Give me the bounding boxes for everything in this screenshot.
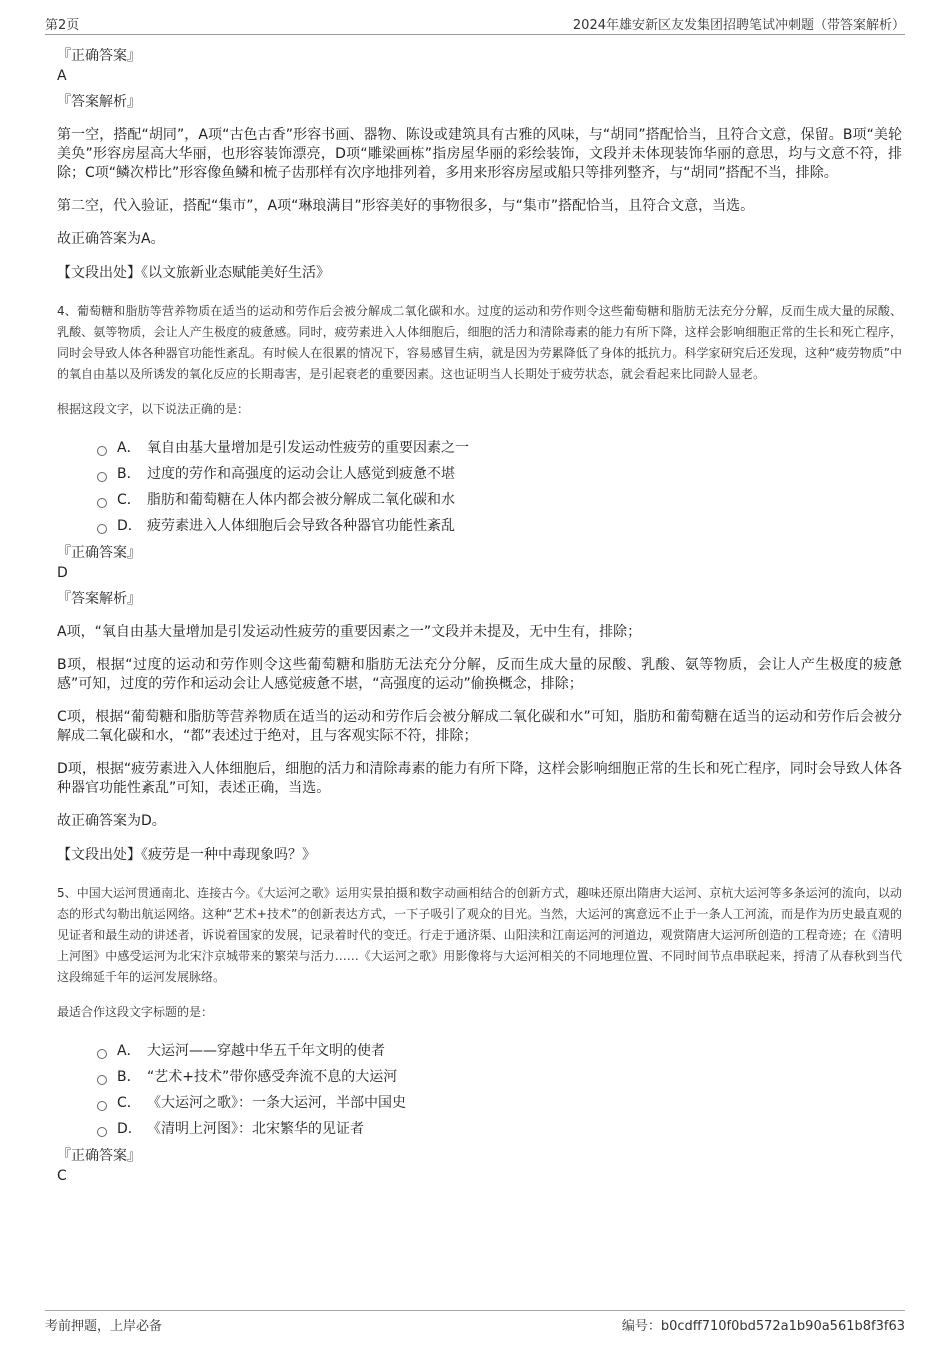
radio-icon[interactable] [97, 472, 107, 482]
radio-icon[interactable] [97, 498, 107, 508]
q4-option-a[interactable] [97, 435, 902, 461]
q4-analysis-2: B项，根据“过度的运动和劳作则令这些葡萄糖和脂肪无法充分分解，反而生成大量的尿酸、乳酸、氨等物质，会让人产生极度的疲惫感”可知，过度的劳作和运动会让人感觉疲惫不堪，“高强度的运动”偷换概念，排除； [57, 657, 902, 692]
option-text: 《大运河之歌》：一条大运河，半部中国史 [147, 1095, 406, 1111]
document-body [57, 44, 902, 1192]
footer-slogan: 考前押题，上岸必备 [45, 1319, 163, 1334]
radio-icon[interactable] [97, 1127, 107, 1137]
option-letter: C． [117, 492, 141, 508]
document-title: 2024年雄安新区友发集团招聘笔试冲刺题（带答案解析） [572, 18, 905, 33]
document-id: 编号：b0cdff710f0bd572a1b90a561b8f3f63 [621, 1319, 905, 1334]
option-letter: B． [117, 1069, 141, 1085]
page-number: 第2页 [45, 18, 80, 33]
q3-analysis-3: 故正确答案为A。 [57, 231, 165, 247]
page-header [45, 12, 905, 35]
q5-prompt: 最适合作这段文字标题的是： [57, 1005, 214, 1019]
q5-answer: C [57, 1168, 67, 1184]
q3-source: 【文段出处】《以文旅新业态赋能美好生活》 [57, 265, 330, 281]
q4-analysis-tag: 『答案解析』 [57, 591, 141, 607]
option-text: 过度的劳作和高强度的运动会让人感觉到疲惫不堪 [147, 466, 455, 482]
q4-analysis-4: D项，根据“疲劳素进入人体细胞后，细胞的活力和清除毒素的能力有所下降，这样会影响细胞正常的生长和死亡程序，同时会导致人体各种器官功能性紊乱”可知，表述正确，当选。 [57, 761, 902, 796]
q3-answer: A [57, 68, 67, 84]
q5-option-d[interactable] [97, 1116, 902, 1142]
radio-icon[interactable] [97, 446, 107, 456]
option-text: 大运河——穿越中华五千年文明的使者 [147, 1043, 385, 1059]
radio-icon[interactable] [97, 1075, 107, 1085]
q4-answer-tag: 『正确答案』 [57, 545, 141, 561]
option-text: 氧自由基大量增加是引发运动性疲劳的重要因素之一 [147, 440, 469, 456]
q5-answer-tag: 『正确答案』 [57, 1148, 141, 1164]
q4-source: 【文段出处】《疲劳是一种中毒现象吗？》 [57, 847, 316, 863]
option-letter: B． [117, 466, 141, 482]
radio-icon[interactable] [97, 1049, 107, 1059]
q3-analysis-1: 第一空，搭配“胡同”，A项“古色古香”形容书画、器物、陈设或建筑具有古雅的风味，与“胡同”搭配恰当，且符合文意，保留。B项“美轮美奂”形容房屋高大华丽，也形容装饰漂亮，D项“雕梁画栋”指房屋华丽的彩绘装饰，文段并未体现装饰华丽的意思，均与文意不符，排除；C项“鳞次栉比”形容像鱼鳞和梳子齿那样有次序地排列着，多用来形容房屋或船只等排列整齐，与“胡同”搭配不当，排除。 [57, 127, 902, 181]
option-letter: D． [117, 1121, 142, 1137]
q4-option-b[interactable] [97, 461, 902, 487]
option-letter: A． [117, 440, 141, 456]
q4-option-c[interactable] [97, 487, 902, 513]
q5-question-text: 5、中国大运河贯通南北、连接古今。《大运河之歌》运用实景拍摄和数字动画相结合的创新方式，趣味还原出隋唐大运河、京杭大运河等多条运河的流向，以动态的形式勾勒出航运网络。这种“艺术+技术”的创新表达方式，一下子吸引了观众的目光。当然，大运河的寓意远不止于一条人工河流，而是作为历史最直观的见证者和最生动的讲述者，诉说着国家的发展，记录着时代的变迁。行走于通济渠、山阳渎和江南运河的河道边，观赏隋唐大运河所创造的工程奇迹；在《清明上河图》中感受运河为北宋汴京城带来的繁荣与活力……《大运河之歌》用影像将与大运河相关的不同地理位置、不同时间节点串联起来，捋清了从春秋到当代这段绵延千年的运河发展脉络。 [57, 886, 902, 984]
q4-answer: D [57, 565, 68, 581]
page-footer [45, 1310, 905, 1335]
radio-icon[interactable] [97, 1101, 107, 1111]
q4-analysis-3: C项，根据“葡萄糖和脂肪等营养物质在适当的运动和劳作后会被分解成二氧化碳和水”可知，脂肪和葡萄糖在适当的运动和劳作后会被分解成二氧化碳和水，“都”表述过于绝对，且与客观实际不符，排除； [57, 709, 902, 744]
option-text: 《清明上河图》：北宋繁华的见证者 [147, 1121, 364, 1137]
radio-icon[interactable] [97, 524, 107, 534]
q3-analysis-tag: 『答案解析』 [57, 94, 141, 110]
option-letter: C． [117, 1095, 141, 1111]
option-text: “艺术+技术”带你感受奔流不息的大运河 [147, 1069, 398, 1085]
q5-option-c[interactable] [97, 1090, 902, 1116]
option-text: 疲劳素进入人体细胞后会导致各种器官功能性紊乱 [147, 518, 455, 534]
q4-analysis-5: 故正确答案为D。 [57, 813, 166, 829]
q5-option-a[interactable] [97, 1038, 902, 1064]
option-letter: D． [117, 518, 142, 534]
q4-option-d[interactable] [97, 513, 902, 539]
q4-prompt: 根据这段文字，以下说法正确的是： [57, 402, 250, 416]
option-letter: A． [117, 1043, 141, 1059]
q4-options [97, 435, 902, 539]
q5-option-b[interactable] [97, 1064, 902, 1090]
q3-answer-tag: 『正确答案』 [57, 48, 141, 64]
q4-question-text: 4、葡萄糖和脂肪等营养物质在适当的运动和劳作后会被分解成二氧化碳和水。过度的运动和劳作则令这些葡萄糖和脂肪无法充分分解，反而生成大量的尿酸、乳酸、氨等物质，会让人产生极度的疲惫感。同时，疲劳素进入人体细胞后，细胞的活力和清除毒素的能力有所下降，这样会影响细胞正常的生长和死亡程序，同时会导致人体各种器官功能性紊乱。有时候人在很累的情况下，容易感冒生病，就是因为劳累降低了身体的抵抗力。科学家研究后还发现，这种“疲劳物质”中的氧自由基以及所诱发的氧化反应的长期毒害，是引起衰老的重要因素。这也证明当人长期处于疲劳状态，就会看起来比同龄人显老。 [57, 304, 902, 381]
option-text: 脂肪和葡萄糖在人体内都会被分解成二氧化碳和水 [147, 492, 455, 508]
q3-analysis-2: 第二空，代入验证，搭配“集市”，A项“琳琅满目”形容美好的事物很多，与“集市”搭配恰当，且符合文意，当选。 [57, 198, 755, 214]
q4-analysis-1: A项，“氧自由基大量增加是引发运动性疲劳的重要因素之一”文段并未提及，无中生有，排除； [57, 624, 642, 640]
q5-options [97, 1038, 902, 1142]
